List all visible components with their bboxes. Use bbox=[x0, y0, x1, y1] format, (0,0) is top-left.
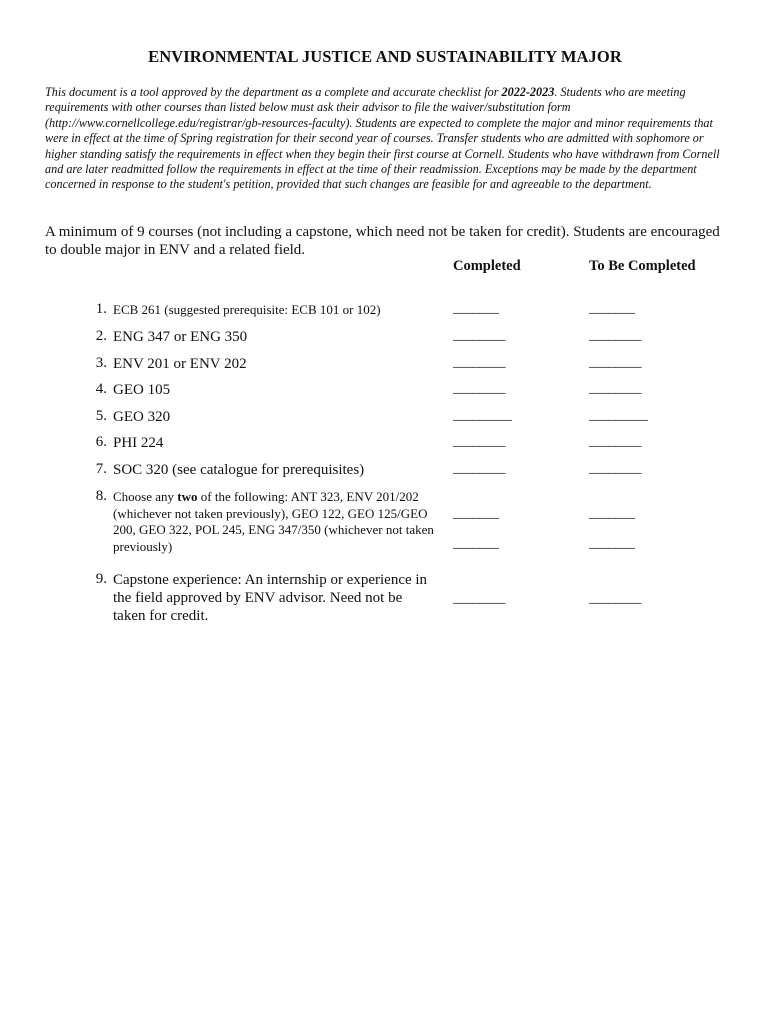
requirement-text: Capstone experience: An internship or experience in the field approved by ENV advisor. Need not be taken for credit. bbox=[113, 572, 428, 624]
intro-paragraph bbox=[45, 85, 725, 193]
to-be-completed-blank[interactable]: ________ bbox=[589, 381, 641, 396]
completed-blank[interactable]: _________ bbox=[453, 408, 512, 423]
requirement-number: 7. bbox=[95, 461, 107, 477]
document-title: ENVIRONMENTAL JUSTICE AND SUSTAINABILITY MAJOR bbox=[148, 47, 622, 66]
column-header-to-be-completed: To Be Completed bbox=[589, 258, 696, 274]
completed-blank[interactable]: ________ bbox=[453, 355, 505, 370]
to-be-completed-blank[interactable]: ________ bbox=[589, 591, 641, 606]
column-header-completed: Completed bbox=[453, 258, 521, 274]
to-be-completed-blank[interactable]: ________ bbox=[589, 355, 641, 370]
intro-text-rest: . Students who are meeting requirements with other courses than listed below must ask their advisor to file the waiver/substitution form (http://www.cornellcollege.edu/registrar/gb-resources-faculty). Students are expected to complete the major and minor requirements that were in effect at the time of Spring registration for their second year of courses. Transfer students who are admitted with sophomore or higher standing satisfy the requirements in effect when they begin their first course at Cornell. Students who have withdrawn from Cornell and are later readmitted follow the requirements in effect at the time of their readmission. Exceptions may be made by the department concerned in response to the student's petition, provided that such changes are feasible for and agreeable to the department. bbox=[45, 85, 720, 192]
requirement-number: 5. bbox=[95, 408, 107, 424]
requirement-text: GEO 320 bbox=[113, 409, 171, 425]
completed-blank[interactable]: ________ bbox=[453, 591, 505, 606]
requirement-text: ENG 347 or ENG 350 bbox=[113, 329, 248, 345]
requirement-number: 9. bbox=[95, 571, 107, 587]
completed-blank[interactable]: ________ bbox=[453, 434, 505, 449]
requirement-number: 6. bbox=[95, 434, 107, 450]
requirement-text: GEO 105 bbox=[113, 382, 171, 398]
to-be-completed-blank[interactable]: _______ bbox=[589, 301, 635, 316]
requirement-number: 2. bbox=[95, 328, 107, 344]
to-be-completed-blank[interactable]: _________ bbox=[589, 408, 648, 423]
completed-blank[interactable]: _______ bbox=[453, 536, 499, 551]
major-summary: A minimum of 9 courses (not including a capstone, which need not be taken for credit). Students are encouraged to double major in ENV and a related field. bbox=[45, 224, 720, 258]
completed-blank[interactable]: _______ bbox=[453, 506, 499, 521]
completed-blank[interactable]: ________ bbox=[453, 461, 505, 476]
requirement-text: ECB 261 (suggested prerequisite: ECB 101 or 102) bbox=[113, 302, 381, 317]
to-be-completed-blank[interactable]: _______ bbox=[589, 536, 635, 551]
to-be-completed-blank[interactable]: ________ bbox=[589, 461, 641, 476]
requirement-number: 3. bbox=[95, 355, 107, 371]
completed-blank[interactable]: ________ bbox=[453, 381, 505, 396]
to-be-completed-blank[interactable]: ________ bbox=[589, 434, 641, 449]
completed-blank[interactable]: _______ bbox=[453, 301, 499, 316]
requirement-number: 4. bbox=[95, 381, 107, 397]
requirement-text: ENV 201 or ENV 202 bbox=[113, 356, 247, 372]
requirement-text: SOC 320 (see catalogue for prerequisites) bbox=[113, 462, 365, 478]
intro-text-start: This document is a tool approved by the department as a complete and accurate checklist for bbox=[45, 85, 502, 99]
to-be-completed-blank[interactable]: _______ bbox=[589, 506, 635, 521]
requirement-text bbox=[113, 489, 453, 555]
requirement-number: 8. bbox=[95, 488, 107, 504]
catalog-year: 2022-2023 bbox=[501, 85, 555, 99]
requirement-number: 1. bbox=[95, 301, 107, 317]
requirement-text-part: Choose any bbox=[113, 489, 178, 504]
to-be-completed-blank[interactable]: ________ bbox=[589, 328, 641, 343]
requirement-count-emphasis: two bbox=[177, 489, 198, 504]
requirement-text-part: of the following: ANT 323, ENV 201/202 (whichever not taken previously), GEO 122, GEO 125/GEO 200, GEO 322, POL 245, ENG 347/350 (whichever not taken previously) bbox=[113, 489, 434, 554]
completed-blank[interactable]: ________ bbox=[453, 328, 505, 343]
requirement-text: PHI 224 bbox=[113, 435, 164, 451]
